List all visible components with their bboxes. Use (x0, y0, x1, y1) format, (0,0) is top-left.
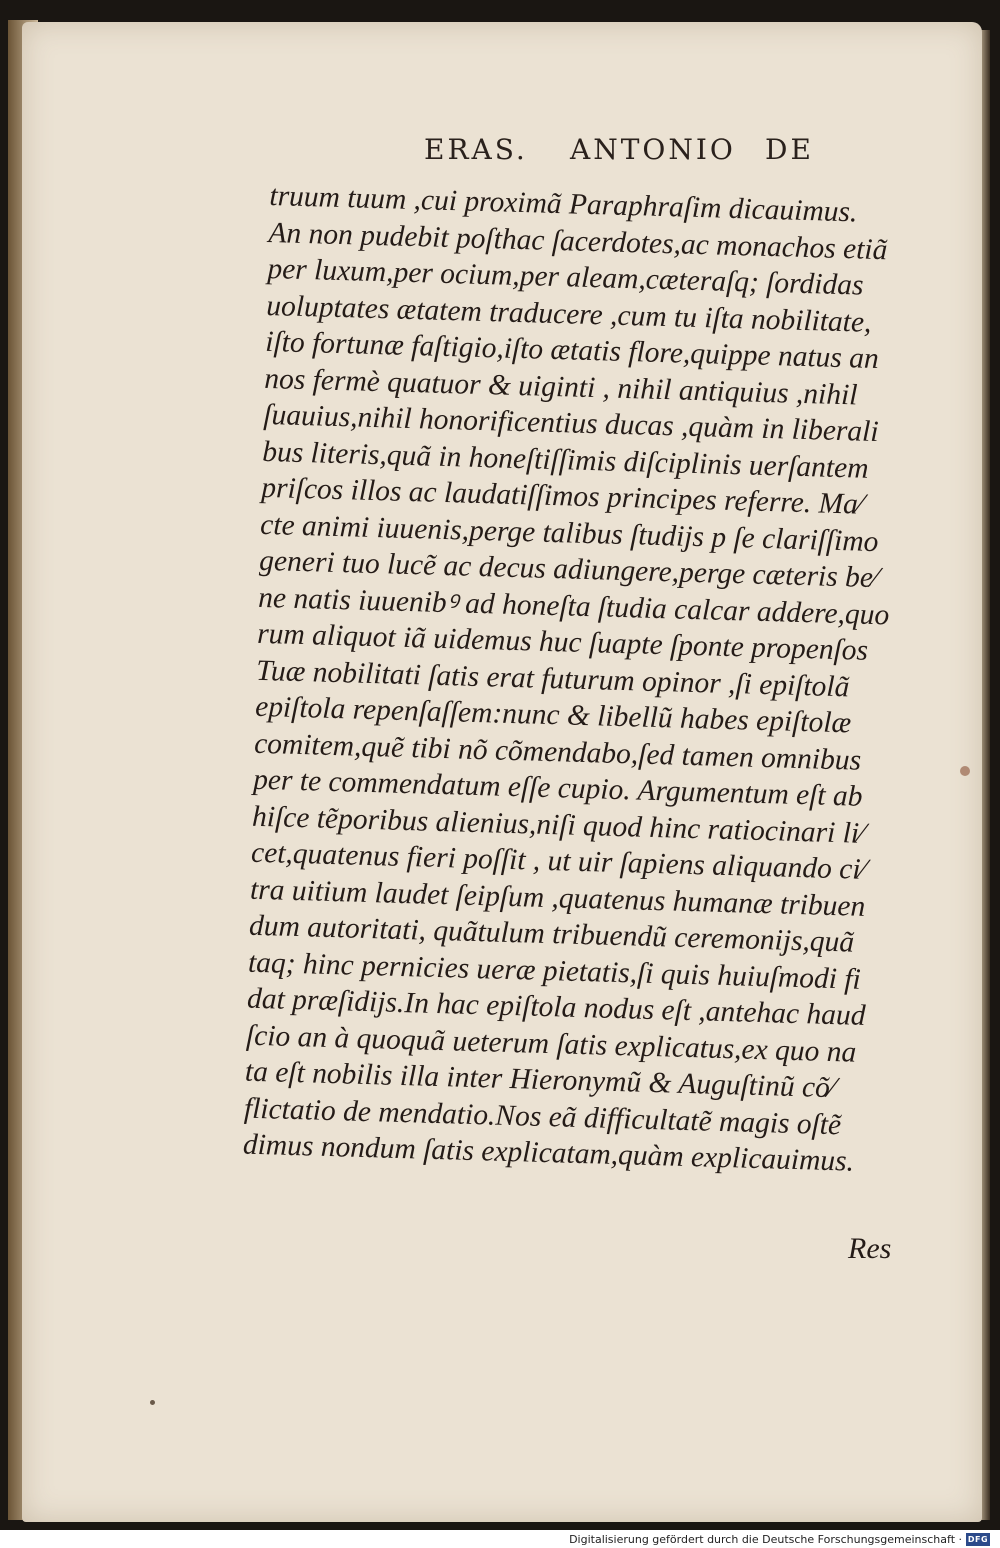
text-line: truum tuum ,cui proximã Paraphraſim dicauimus. (269, 179, 858, 229)
text-line: comitem,quẽ tibi nõ cõmendabo,ſed tamen omnibus (253, 727, 862, 777)
text-line: generi tuo lucẽ ac decus adiungere,perge cæteris be⁄ (258, 544, 879, 595)
text-line: ſcio an à quoquã ueterum ſatis explicatus,ex quo na (245, 1019, 857, 1069)
running-head (420, 133, 840, 173)
text-line: iſto fortunæ faſtigio,iſto ætatis flore,quippe natus an (264, 325, 880, 376)
catchword: Res (848, 1232, 892, 1265)
running-head-center: ANTONIO (570, 133, 736, 166)
text-line: tra uitium laudet ſeipſum ,quatenus humanæ tribuen (249, 873, 866, 923)
text-line: bus literis,quã in honeſtiſſimis diſciplinis uerſantem (261, 435, 869, 485)
text-line: hiſce tẽporibus alienius,niſi quod hinc ratiocinari li⁄ (251, 800, 865, 850)
dfg-logo-icon[interactable]: DFG (967, 1535, 989, 1544)
digitization-footer (569, 1531, 1000, 1548)
text-line: cet,quatenus fieri poſſit , ut uir ſapiens aliquando ci⁄ (250, 836, 866, 886)
text-line: dum autoritati, quãtulum tribuendũ ceremonijs,quã (248, 909, 855, 959)
paper-speck (150, 1400, 155, 1405)
text-line: cte animi iuuenis,perge talibus ſtudijs p ſe clariſſimo (259, 508, 879, 558)
text-line: dimus nondum ſatis explicatam,quàm explicauimus. (242, 1128, 855, 1178)
text-line: per luxum,per ocium,per aleam,cæteraſq; ſordidas (267, 252, 864, 302)
text-line: flictatio de mendatio.Nos eã difficultatẽ magis oſtẽ (243, 1092, 842, 1141)
running-head-right: DE (765, 133, 814, 166)
text-line: Tuæ nobilitati ſatis erat futurum opinor ,ſi epiſtolã (255, 654, 850, 703)
text-line: priſcos illos ac laudatiſſimos principes referre. Ma⁄ (260, 471, 864, 521)
text-line: ne natis iuuenibꝰ ad honeſta ſtudia calcar addere,quo (257, 581, 890, 631)
footer-credit: Digitalisierung gefördert durch die Deutsche Forschungsgemeinschaft · (569, 1533, 962, 1546)
text-line: taq; hinc pernicies ueræ pietatis,ſi quis huiuſmodi fi (247, 946, 862, 996)
paper-stain (960, 766, 970, 776)
text-line: uoluptates ætatem traducere ,cum tu iſta nobilitate, (265, 289, 872, 339)
text-line: ta eſt nobilis illa inter Hieronymũ & Auguſtinũ cõ⁄ (244, 1055, 836, 1105)
text-line: rum aliquot iã uidemus huc ſuapte ſponte propenſos (256, 617, 869, 667)
text-line: epiſtola repenſaſſem:nunc & libellũ habes epiſtolæ (254, 690, 852, 740)
text-line: ſuauius,nihil honorificentius ducas ,quàm in liberali (262, 398, 879, 449)
body-text (242, 178, 924, 1181)
text-line: An non pudebit poſthac ſacerdotes,ac monachos etiã (268, 216, 888, 266)
running-head-left: ERAS. (424, 133, 528, 166)
text-line: per te commendatum eſſe cupio. Argumentum eſt ab (252, 763, 863, 813)
text-line: dat præſidijs.In hac epiſtola nodus eſt ,antehac haud (246, 982, 866, 1032)
text-line: nos fermè quatuor & uiginti , nihil antiquius ,nihil (263, 362, 858, 411)
